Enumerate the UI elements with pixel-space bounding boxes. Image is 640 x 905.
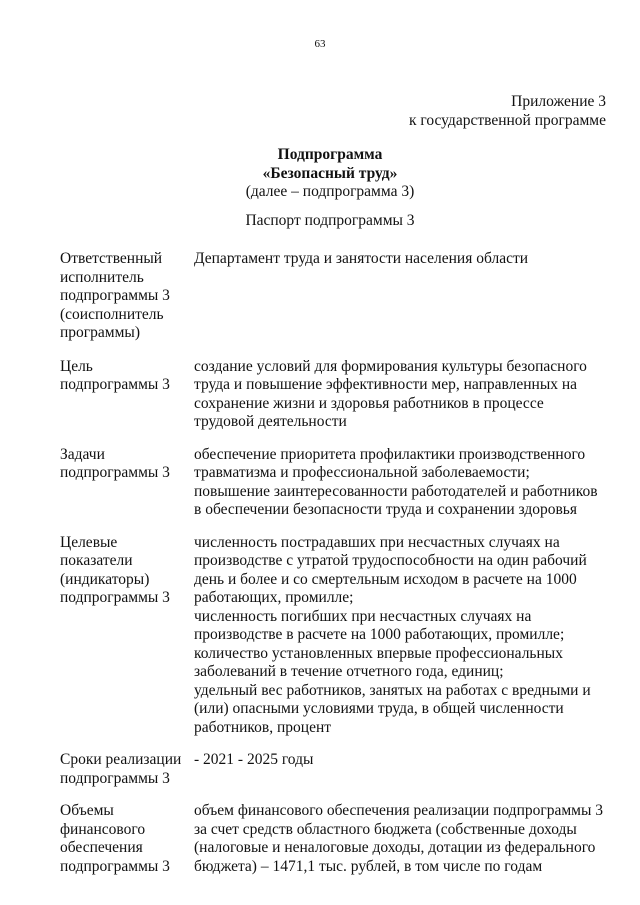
passport-title: Паспорт подпрограммы 3: [245, 212, 415, 229]
value-line: (налоговые и неналоговые доходы, дотации из федерального: [194, 839, 596, 856]
table-row: [60, 751, 600, 802]
label-line: подпрограммы 3: [60, 857, 170, 875]
value-line: количество установленных впервые профессиональных: [194, 644, 563, 662]
value-line: (или) опасными условиями труда, в общей численности: [194, 700, 564, 717]
row-label: [60, 802, 192, 876]
label-line: обеспечения: [60, 839, 143, 856]
appendix-reference: [409, 93, 606, 130]
appendix-line-2: к государственной программе: [408, 111, 606, 129]
value-line: работающих, промилле;: [194, 589, 354, 606]
row-label: [60, 751, 192, 802]
value-line: за счет средств областного бюджета (собственные доходы: [194, 820, 577, 838]
row-value: [192, 751, 600, 802]
value-line: заболеваний в течение отчетного года, единиц;: [194, 663, 504, 680]
value-line: день и более и со смертельным исходом в расчете на 1000: [194, 570, 577, 588]
value-line: повышение заинтересованности работодателей и работников: [194, 482, 598, 500]
label-line: подпрограммы 3: [60, 464, 170, 481]
value-line: работников, процент: [194, 718, 332, 736]
label-line: Целевые: [60, 533, 118, 551]
label-line: показатели: [60, 552, 133, 569]
row-value: [192, 446, 600, 534]
row-value: [192, 250, 600, 358]
label-line: Задачи: [60, 445, 105, 463]
table-row: [60, 534, 600, 752]
appendix-line-1: Приложение 3: [511, 93, 606, 110]
table-row: [60, 250, 600, 358]
table-row: [60, 446, 600, 534]
label-line: финансового: [60, 820, 146, 838]
row-label: [60, 358, 192, 446]
value-line: трудовой деятельности: [194, 413, 347, 430]
row-value: [192, 802, 604, 876]
value-line: обеспечение приоритета профилактики производственного: [194, 445, 586, 463]
row-label: [60, 534, 192, 752]
value-line: производстве с утратой трудоспособности на один рабочий: [194, 552, 587, 569]
label-line: подпрограммы 3: [60, 287, 170, 304]
table-row: [60, 358, 600, 446]
row-value: [192, 358, 600, 446]
value-line: бюджета) – 1471,1 тыс. рублей, в том числе по годам: [194, 857, 543, 875]
label-line: подпрограммы 3: [60, 769, 170, 787]
value-line: удельный вес работников, занятых на работах с вредными и: [194, 681, 591, 699]
row-label: [60, 446, 192, 534]
table-row: [60, 802, 600, 876]
value-line: травматизма и профессиональной заболеваемости;: [194, 464, 530, 481]
value-line: объем финансового обеспечения реализации подпрограммы 3: [194, 802, 604, 819]
label-line: (соисполнитель: [60, 305, 164, 323]
label-line: Ответственный: [60, 250, 163, 267]
row-label: [60, 250, 192, 358]
value-line: - 2021 - 2025 годы: [194, 751, 314, 768]
row-value: [192, 534, 600, 752]
title-line-1: Подпрограмма: [277, 146, 383, 163]
label-line: (индикаторы): [60, 570, 150, 588]
label-line: подпрограммы 3: [60, 589, 170, 606]
value-line: Департамент труда и занятости населения области: [194, 250, 529, 267]
label-line: Объемы: [60, 802, 114, 819]
title-line-3: (далее – подпрограмма 3): [245, 183, 415, 200]
value-line: в обеспечении безопасности труда и сохранении здоровья: [194, 501, 577, 518]
value-line: создание условий для формирования культуры безопасного: [194, 357, 587, 375]
value-line: сохранение жизни и здоровья работников в процессе: [194, 394, 544, 412]
page-number: 63: [314, 38, 326, 50]
label-line: Сроки реализации: [60, 751, 182, 768]
value-line: производстве в расчете на 1000 работающих, промилле;: [194, 626, 565, 643]
subprogram-title: [0, 146, 640, 202]
label-line: Цель: [60, 357, 93, 375]
label-line: программы): [60, 324, 140, 341]
value-line: труда и повышение эффективности мер, направленных на: [194, 376, 578, 393]
value-line: численность пострадавших при несчастных случаях на: [194, 533, 560, 551]
passport-table: [60, 250, 604, 876]
value-line: численность погибших при несчастных случаях на: [194, 607, 532, 625]
label-line: исполнитель: [60, 268, 144, 286]
title-line-2: «Безопасный труд»: [262, 164, 398, 182]
label-line: подпрограммы 3: [60, 376, 170, 393]
